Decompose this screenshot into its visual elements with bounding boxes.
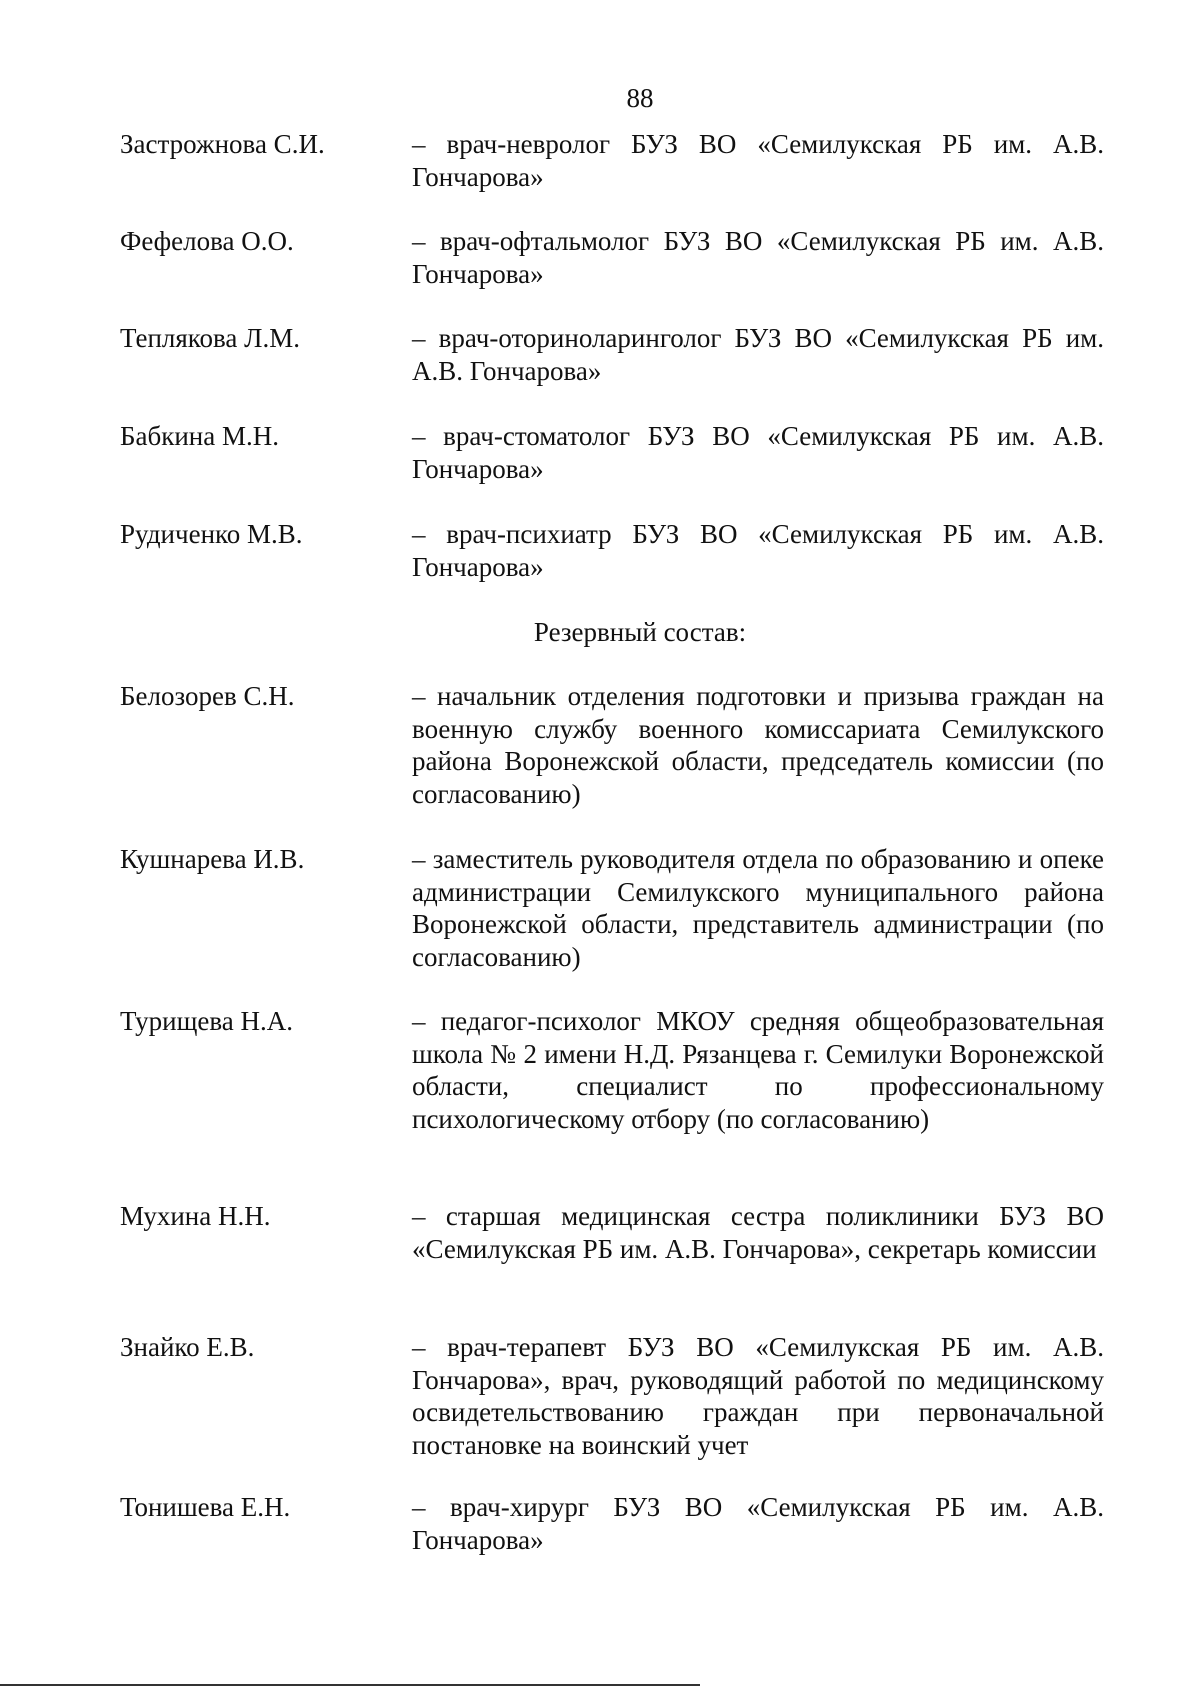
- member-description: – начальник отделения подготовки и призыва граждан на военную службу военного комиссариата Семилукского района Воронежской области, председатель комиссии (по согласованию): [412, 681, 1104, 809]
- member-name: Тонишева Е.Н.: [120, 1492, 291, 1522]
- member-name: Теплякова Л.М.: [120, 323, 300, 353]
- member-description: – врач-стоматолог БУЗ ВО «Семилукская РБ им. А.В. Гончарова»: [412, 421, 1104, 484]
- member-name: Мухина Н.Н.: [120, 1201, 271, 1231]
- member-name: Турищева Н.А.: [120, 1006, 293, 1036]
- member-description: – врач-психиатр БУЗ ВО «Семилукская РБ им. А.В. Гончарова»: [412, 519, 1104, 582]
- member-description: – педагог-психолог МКОУ средняя общеобразовательная школа № 2 имени Н.Д. Рязанцева г. Семилуки Воронежской области, специалист по профессиональному психологическому отбору (по согласованию): [412, 1006, 1104, 1134]
- member-name: Знайко Е.В.: [120, 1332, 255, 1362]
- member-description: – заместитель руководителя отдела по образованию и опеке администрации Семилукского муниципального района Воронежской области, представитель администрации (по согласованию): [412, 844, 1104, 972]
- footer-rule: [0, 1684, 700, 1686]
- reserve-heading: Резервный состав:: [533, 617, 747, 647]
- member-description: – врач-оториноларинголог БУЗ ВО «Семилукская РБ им. А.В. Гончарова»: [412, 323, 1104, 386]
- member-description: – врач-хирург БУЗ ВО «Семилукская РБ им. А.В. Гончарова»: [412, 1492, 1104, 1555]
- member-name: Бабкина М.Н.: [120, 421, 279, 451]
- member-description: – врач-офтальмолог БУЗ ВО «Семилукская РБ им. А.В. Гончарова»: [412, 226, 1104, 289]
- member-name: Застрожнова С.И.: [120, 129, 325, 159]
- member-description: – старшая медицинская сестра поликлиники БУЗ ВО «Семилукская РБ им. А.В. Гончарова», секретарь комиссии: [412, 1201, 1104, 1264]
- member-name: Рудиченко М.В.: [120, 519, 303, 549]
- member-name: Кушнарева И.В.: [120, 844, 305, 874]
- member-description: – врач-невролог БУЗ ВО «Семилукская РБ им. А.В. Гончарова»: [412, 129, 1104, 192]
- member-name: Фефелова О.О.: [120, 226, 294, 256]
- member-name: Белозорев С.Н.: [120, 681, 295, 711]
- member-description: – врач-терапевт БУЗ ВО «Семилукская РБ им. А.В. Гончарова», врач, руководящий работой по медицинскому освидетельствованию граждан при первоначальной постановке на воинский учет: [412, 1332, 1104, 1460]
- page-number: 88: [626, 83, 654, 113]
